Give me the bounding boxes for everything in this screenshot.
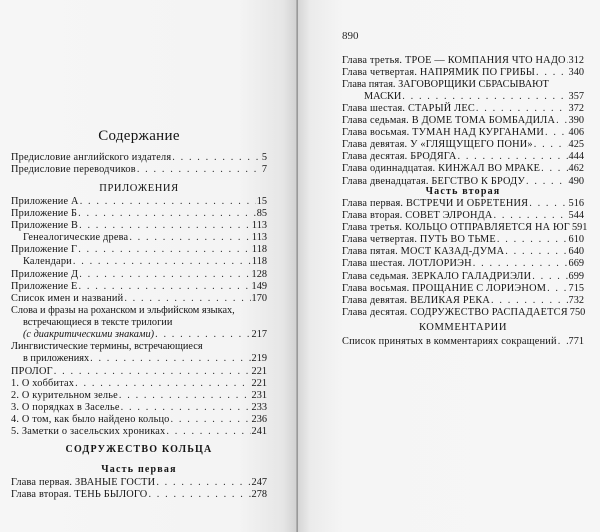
- toc-entry-page: 312: [568, 55, 584, 66]
- toc-entry-page: 750: [569, 306, 586, 318]
- dot-leader: [558, 336, 568, 348]
- toc-entry-page: 221: [251, 378, 267, 390]
- toc-entry-title: Глава первая. ВСТРЕЧИ И ОБРЕТЕНИЯ: [342, 198, 529, 209]
- toc-entry-title: Приложение Б: [11, 208, 78, 220]
- dot-leader: [124, 293, 250, 305]
- toc-entry: [342, 198, 584, 210]
- prologue-list: [11, 366, 267, 439]
- toc-entry: [11, 414, 267, 426]
- toc-entry-page: 15: [256, 196, 267, 207]
- dot-leader: [505, 246, 567, 258]
- toc-entry-page: 233: [251, 402, 267, 414]
- dot-leader: [119, 390, 251, 402]
- toc-entry-page: 544: [568, 210, 584, 222]
- front-matter-list: [11, 152, 267, 176]
- part1-continued-list: [342, 55, 584, 79]
- toc-entry-title: Глава вторая. ТЕНЬ БЫЛОГО: [11, 489, 148, 501]
- toc-entry-title: ПРОЛОГ: [11, 366, 53, 377]
- toc-entry-page: 149: [251, 280, 267, 292]
- toc-entry: [11, 232, 267, 244]
- glossary-line-3: [11, 329, 267, 341]
- right-page: [298, 0, 600, 532]
- toc-entry: [11, 426, 267, 438]
- dot-leader: [532, 271, 567, 283]
- comments-heading: КОММЕНТАРИИ: [418, 322, 508, 333]
- toc-entry: [11, 256, 267, 268]
- toc-entry: [11, 281, 267, 293]
- part1-continued-list-2: [342, 103, 584, 188]
- dot-leader: [172, 152, 261, 164]
- toc-entry-page: 241: [251, 426, 267, 438]
- toc-entry-title: Список имен и названий: [11, 292, 124, 304]
- dot-leader: [473, 258, 568, 270]
- toc-entry-title: Глава четвертая. ПУТЬ ВО ТЬМЕ: [342, 234, 496, 246]
- toc-entry-page: 610: [568, 234, 584, 246]
- toc-entry: [11, 477, 267, 489]
- toc-entry-title: Глава девятая. У «ГЛЯЩУЩЕГО ПОНИ»: [342, 139, 533, 151]
- toc-entry-page: 771: [568, 336, 584, 347]
- toc-entry-title: Приложение Е: [11, 280, 78, 292]
- toc-entry: [11, 390, 267, 402]
- toc-entry-title: Глава четвертая. НАПРЯМИК ПО ГРИБЫ: [342, 67, 536, 79]
- dot-leader: [529, 198, 567, 210]
- toc-entry-title: Предисловие переводчиков: [11, 164, 136, 176]
- toc-entry-title: Приложение В: [11, 220, 79, 232]
- comments-list: [342, 336, 584, 348]
- toc-entry: [342, 295, 584, 307]
- toc-entry-page: 231: [251, 390, 267, 402]
- toc-entry: [342, 103, 584, 115]
- toc-entry-page: 516: [568, 198, 584, 209]
- toc-entry-title: Предисловие английского издателя: [11, 152, 172, 163]
- toc-entry-title: Глава одиннадцатая. КИНЖАЛ ВО МРАКЕ: [342, 163, 541, 175]
- chapter5-page: 357: [568, 91, 584, 103]
- toc-entry-title: 1. О хоббитах: [11, 378, 75, 390]
- ling-page: 219: [251, 353, 267, 365]
- toc-entry-page: 113: [251, 232, 267, 244]
- dot-leader: [54, 366, 251, 378]
- toc-entry-title: Приложение Д: [11, 268, 79, 280]
- toc-entry-page: 128: [251, 268, 267, 280]
- toc-entry-title: Глава восьмая. ТУМАН НАД КУРГАНАМИ: [342, 127, 544, 139]
- toc-entry-page: 5: [261, 152, 267, 163]
- toc-entry-page: 444: [568, 151, 584, 163]
- toc-entry: [11, 196, 267, 208]
- glossary-line-2: встречающиеся в тексте трилогии: [23, 317, 173, 329]
- appendices-heading: ПРИЛОЖЕНИЯ: [99, 183, 179, 194]
- dot-leader: [78, 208, 256, 220]
- toc-entry-page: 278: [251, 489, 267, 501]
- toc-entry-page: 390: [568, 115, 584, 127]
- toc-entry-page: 591: [571, 222, 588, 234]
- dot-leader: [536, 67, 568, 79]
- dot-leader: [78, 244, 251, 256]
- toc-entry-title: Глава двенадцатая. БЕГСТВО К БРОДУ: [342, 175, 526, 187]
- toc-entry-title: Глава вторая. СОВЕТ ЭЛРОНДА: [342, 210, 493, 222]
- toc-entry: [342, 336, 584, 348]
- toc-entry-title: Приложение Г: [11, 244, 78, 256]
- dot-leader: [79, 269, 250, 281]
- toc-entry-title: Глава девятая. ВЕЛИКАЯ РЕКА: [342, 294, 491, 306]
- toc-entry: [342, 258, 584, 270]
- toc-entry-title: 3. О порядках в Заселье: [11, 402, 120, 414]
- chapter5-line-2-text: МАСКИ: [364, 91, 402, 103]
- part1-heading: Часть первая: [101, 464, 177, 475]
- glossary-entry: [11, 305, 267, 365]
- dot-leader: [171, 414, 251, 426]
- fellowship-heading: СОДРУЖЕСТВО КОЛЬЦА: [65, 444, 213, 455]
- toc-entry-title: Глава шестая. ЛОТЛОРИЭН: [342, 258, 472, 270]
- dot-leader: [121, 402, 251, 414]
- dot-leader: [148, 489, 250, 501]
- dot-leader: [129, 232, 251, 244]
- toc-entry: [342, 283, 584, 295]
- dot-leader: [457, 151, 567, 163]
- toc-entry-page: 699: [568, 270, 584, 282]
- toc-entry-title: Глава седьмая. В ДОМЕ ТОМА БОМБАДИЛА: [342, 115, 556, 127]
- toc-entry: [11, 366, 267, 378]
- toc-entry: [11, 269, 267, 281]
- toc-entry: [342, 271, 584, 283]
- dot-leader: [79, 220, 251, 232]
- toc-entry-page: 490: [568, 175, 584, 187]
- toc-entry-title: Глава восьмая. ПРОЩАНИЕ С ЛОРИЭНОМ: [342, 282, 547, 294]
- toc-entry: [11, 293, 267, 305]
- chapter5-line-2: [342, 91, 584, 103]
- toc-entry-page: 236: [251, 414, 267, 426]
- toc-entry-title: Приложение А: [11, 196, 79, 207]
- toc-entry-page: 425: [568, 139, 584, 151]
- toc-entry-title: 5. Заметки о засельских хрониках: [11, 426, 166, 438]
- toc-entry-title: Глава третья. КОЛЬЦО ОТПРАВЛЯЕТСЯ НА ЮГ: [342, 222, 570, 234]
- dot-leader: [90, 353, 250, 365]
- toc-entry-page: 118: [251, 256, 267, 268]
- toc-entry-page: 118: [251, 244, 267, 256]
- toc-entry-title: Глава пятая. МОСТ КАЗАД-ДУМА: [342, 246, 505, 258]
- dot-leader: [567, 55, 568, 67]
- toc-entry: [11, 402, 267, 414]
- toc-entry-title: 2. О курительном зелье: [11, 390, 118, 402]
- toc-entry: [342, 127, 584, 139]
- toc-entry-page: 715: [568, 282, 584, 294]
- toc-entry: [11, 378, 267, 390]
- glossary-line-3-text: (с диакритическими знаками): [23, 329, 155, 341]
- toc-entry: [342, 67, 584, 79]
- toc-entry: [342, 139, 584, 151]
- contents-title: Содержание: [98, 128, 180, 144]
- toc-entry-title: Глава первая. ЗВАНЫЕ ГОСТИ: [11, 477, 156, 488]
- chapter5-line-1: Глава пятая. ЗАГОВОРЩИКИ СБРАСЫВАЮТ: [342, 79, 549, 90]
- toc-entry: [342, 55, 584, 67]
- dot-leader: [547, 283, 567, 295]
- toc-entry-page: 732: [568, 294, 584, 306]
- ling-line-1: Лингвистические термины, встречающиеся: [11, 341, 203, 353]
- dot-leader: [79, 281, 251, 293]
- toc-entry: [342, 163, 584, 175]
- page-number: 890: [342, 30, 359, 42]
- toc-entry-title: Глава десятая. БРОДЯГА: [342, 151, 457, 163]
- dot-leader: [476, 103, 568, 115]
- dot-leader: [545, 127, 568, 139]
- dot-leader: [497, 234, 568, 246]
- dot-leader: [541, 163, 567, 175]
- toc-entry: [11, 208, 267, 220]
- glossary-page: 217: [251, 329, 267, 341]
- dot-leader: [156, 477, 250, 489]
- left-page: [0, 0, 298, 532]
- toc-entry: [11, 164, 267, 176]
- dot-leader: [137, 164, 261, 176]
- toc-entry: [342, 307, 584, 319]
- dot-leader: [166, 426, 250, 438]
- toc-entry-title: Глава шестая. СТАРЫЙ ЛЕС: [342, 103, 475, 114]
- appendices-list: [11, 196, 267, 305]
- dot-leader: [155, 329, 250, 341]
- toc-entry-page: 669: [568, 258, 584, 270]
- toc-entry: [342, 246, 584, 258]
- dot-leader: [534, 139, 568, 151]
- toc-entry-page: 7: [261, 164, 267, 176]
- dot-leader: [80, 196, 256, 208]
- toc-entry-title: Глава третья. ТРОЕ — КОМПАНИЯ ЧТО НАДО: [342, 55, 566, 66]
- dot-leader: [556, 115, 567, 127]
- toc-entry-page: 85: [256, 208, 267, 220]
- toc-entry-page: 113: [251, 220, 267, 232]
- toc-entry-page: 406: [568, 127, 584, 139]
- toc-entry-title: Список принятых в комментариях сокращений: [342, 336, 557, 347]
- toc-entry-page: 640: [568, 246, 584, 258]
- toc-entry-title: 4. О том, как было найдено кольцо: [11, 414, 170, 426]
- toc-entry: [11, 489, 267, 501]
- toc-entry: [342, 210, 584, 222]
- toc-entry: [11, 244, 267, 256]
- dot-leader: [75, 378, 250, 390]
- toc-entry: [342, 222, 588, 234]
- ling-line-2-text: в приложениях: [23, 353, 90, 365]
- toc-entry-page: 462: [568, 163, 584, 175]
- ling-line-2: [11, 353, 267, 365]
- part2-list: [342, 198, 588, 319]
- chapter5-entry: [342, 79, 584, 103]
- part2-heading: Часть вторая: [425, 186, 501, 197]
- part1-list: [11, 477, 267, 501]
- toc-entry: [342, 115, 584, 127]
- toc-entry-title: Календари: [23, 256, 72, 268]
- dot-leader: [491, 295, 568, 307]
- dot-leader: [73, 256, 251, 268]
- toc-entry: [342, 151, 584, 163]
- toc-entry-page: 170: [251, 292, 267, 304]
- toc-entry-title: Глава десятая. СОДРУЖЕСТВО РАСПАДАЕТСЯ: [342, 306, 568, 318]
- toc-entry: [11, 220, 267, 232]
- toc-entry: [342, 234, 584, 246]
- toc-entry-page: 247: [251, 477, 267, 488]
- toc-entry: [11, 152, 267, 164]
- dot-leader: [402, 91, 567, 103]
- toc-entry-page: 372: [568, 103, 584, 114]
- toc-entry-title: Глава седьмая. ЗЕРКАЛО ГАЛАДРИЭЛИ: [342, 270, 532, 282]
- toc-entry-page: 340: [568, 67, 584, 79]
- toc-entry-page: 221: [251, 366, 267, 377]
- dot-leader: [494, 210, 568, 222]
- glossary-line-1: Слова и фразы на роханском и эльфийском языках,: [11, 305, 235, 316]
- toc-entry-title: Генеалогические древа: [23, 232, 129, 244]
